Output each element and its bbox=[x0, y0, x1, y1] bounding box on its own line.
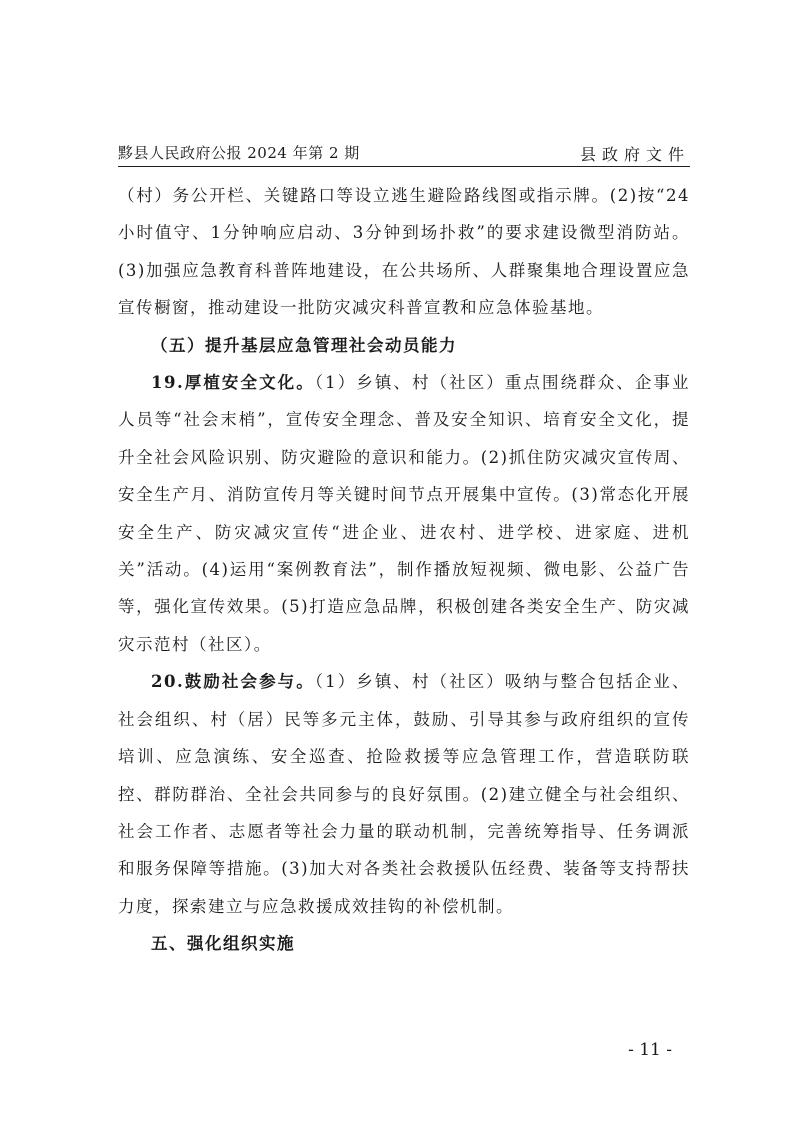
item-20-body: （1）乡镇、村（社区）吸纳与整合包括企业、社会组织、村（居）民等多元主体，鼓励、引导其参与政府组织的宣传培训、应急演练、安全巡查、抢险救援等应急管理工作，营造联防联控、群防群治、全社会共同参与的良好氛围。(2)建立健全与社会组织、社会工作者、志愿者等社会力量的联动机制，完善统筹指导、任务调派和服务保障等措施。(3)加大对各类社会救援队伍经费、装备等支持帮扶力度，探索建立与应急救援成效挂钩的补偿机制。 bbox=[118, 672, 690, 916]
item-19-body: （1）乡镇、村（社区）重点围绕群众、企事业人员等“社会末梢”，宣传安全理念、普及安全知识、培育安全文化，提升全社会风险识别、防灾避险的意识和能力。(2)抓住防灾减灾宣传周、安全生产月、消防宣传月等关键时间节点开展集中宣传。(3)常态化开展安全生产、防灾减灾宣传“进企业、进农村、进学校、进家庭、进机关”活动。(4)运用“案例教育法”，制作播放短视频、微电影、公益广告等，强化宣传效果。(5)打造应急品牌，积极创建各类安全生产、防灾减灾示范村（社区）。 bbox=[118, 373, 690, 654]
page-number: - 11 - bbox=[628, 1040, 672, 1060]
header-section-label: 县政府文件 bbox=[579, 145, 690, 164]
item-19-title: 19.厚植安全文化。 bbox=[151, 373, 315, 393]
running-header bbox=[118, 136, 690, 167]
item-20-paragraph bbox=[118, 663, 690, 925]
paragraph-continued: （村）务公开栏、关键路口等设立逃生避险路线图或指示牌。(2)按“24小时值守、1分钟响应启动、3分钟到场扑救”的要求建设微型消防站。(3)加强应急教育科普阵地建设，在公共场所、人群聚集地合理设置应急宣传橱窗，推动建设一批防灾减灾科普宣教和应急体验基地。 bbox=[118, 186, 690, 318]
subsection-heading-5: （五）提升基层应急管理社会动员能力 bbox=[151, 335, 457, 355]
item-20-title: 20.鼓励社会参与。 bbox=[151, 672, 315, 692]
item-19-paragraph bbox=[118, 364, 690, 663]
section-heading-5: 五、强化组织实施 bbox=[151, 934, 295, 954]
document-body bbox=[118, 177, 690, 963]
header-publication-title: 黟县人民政府公报 2024 年第 2 期 bbox=[118, 144, 360, 162]
